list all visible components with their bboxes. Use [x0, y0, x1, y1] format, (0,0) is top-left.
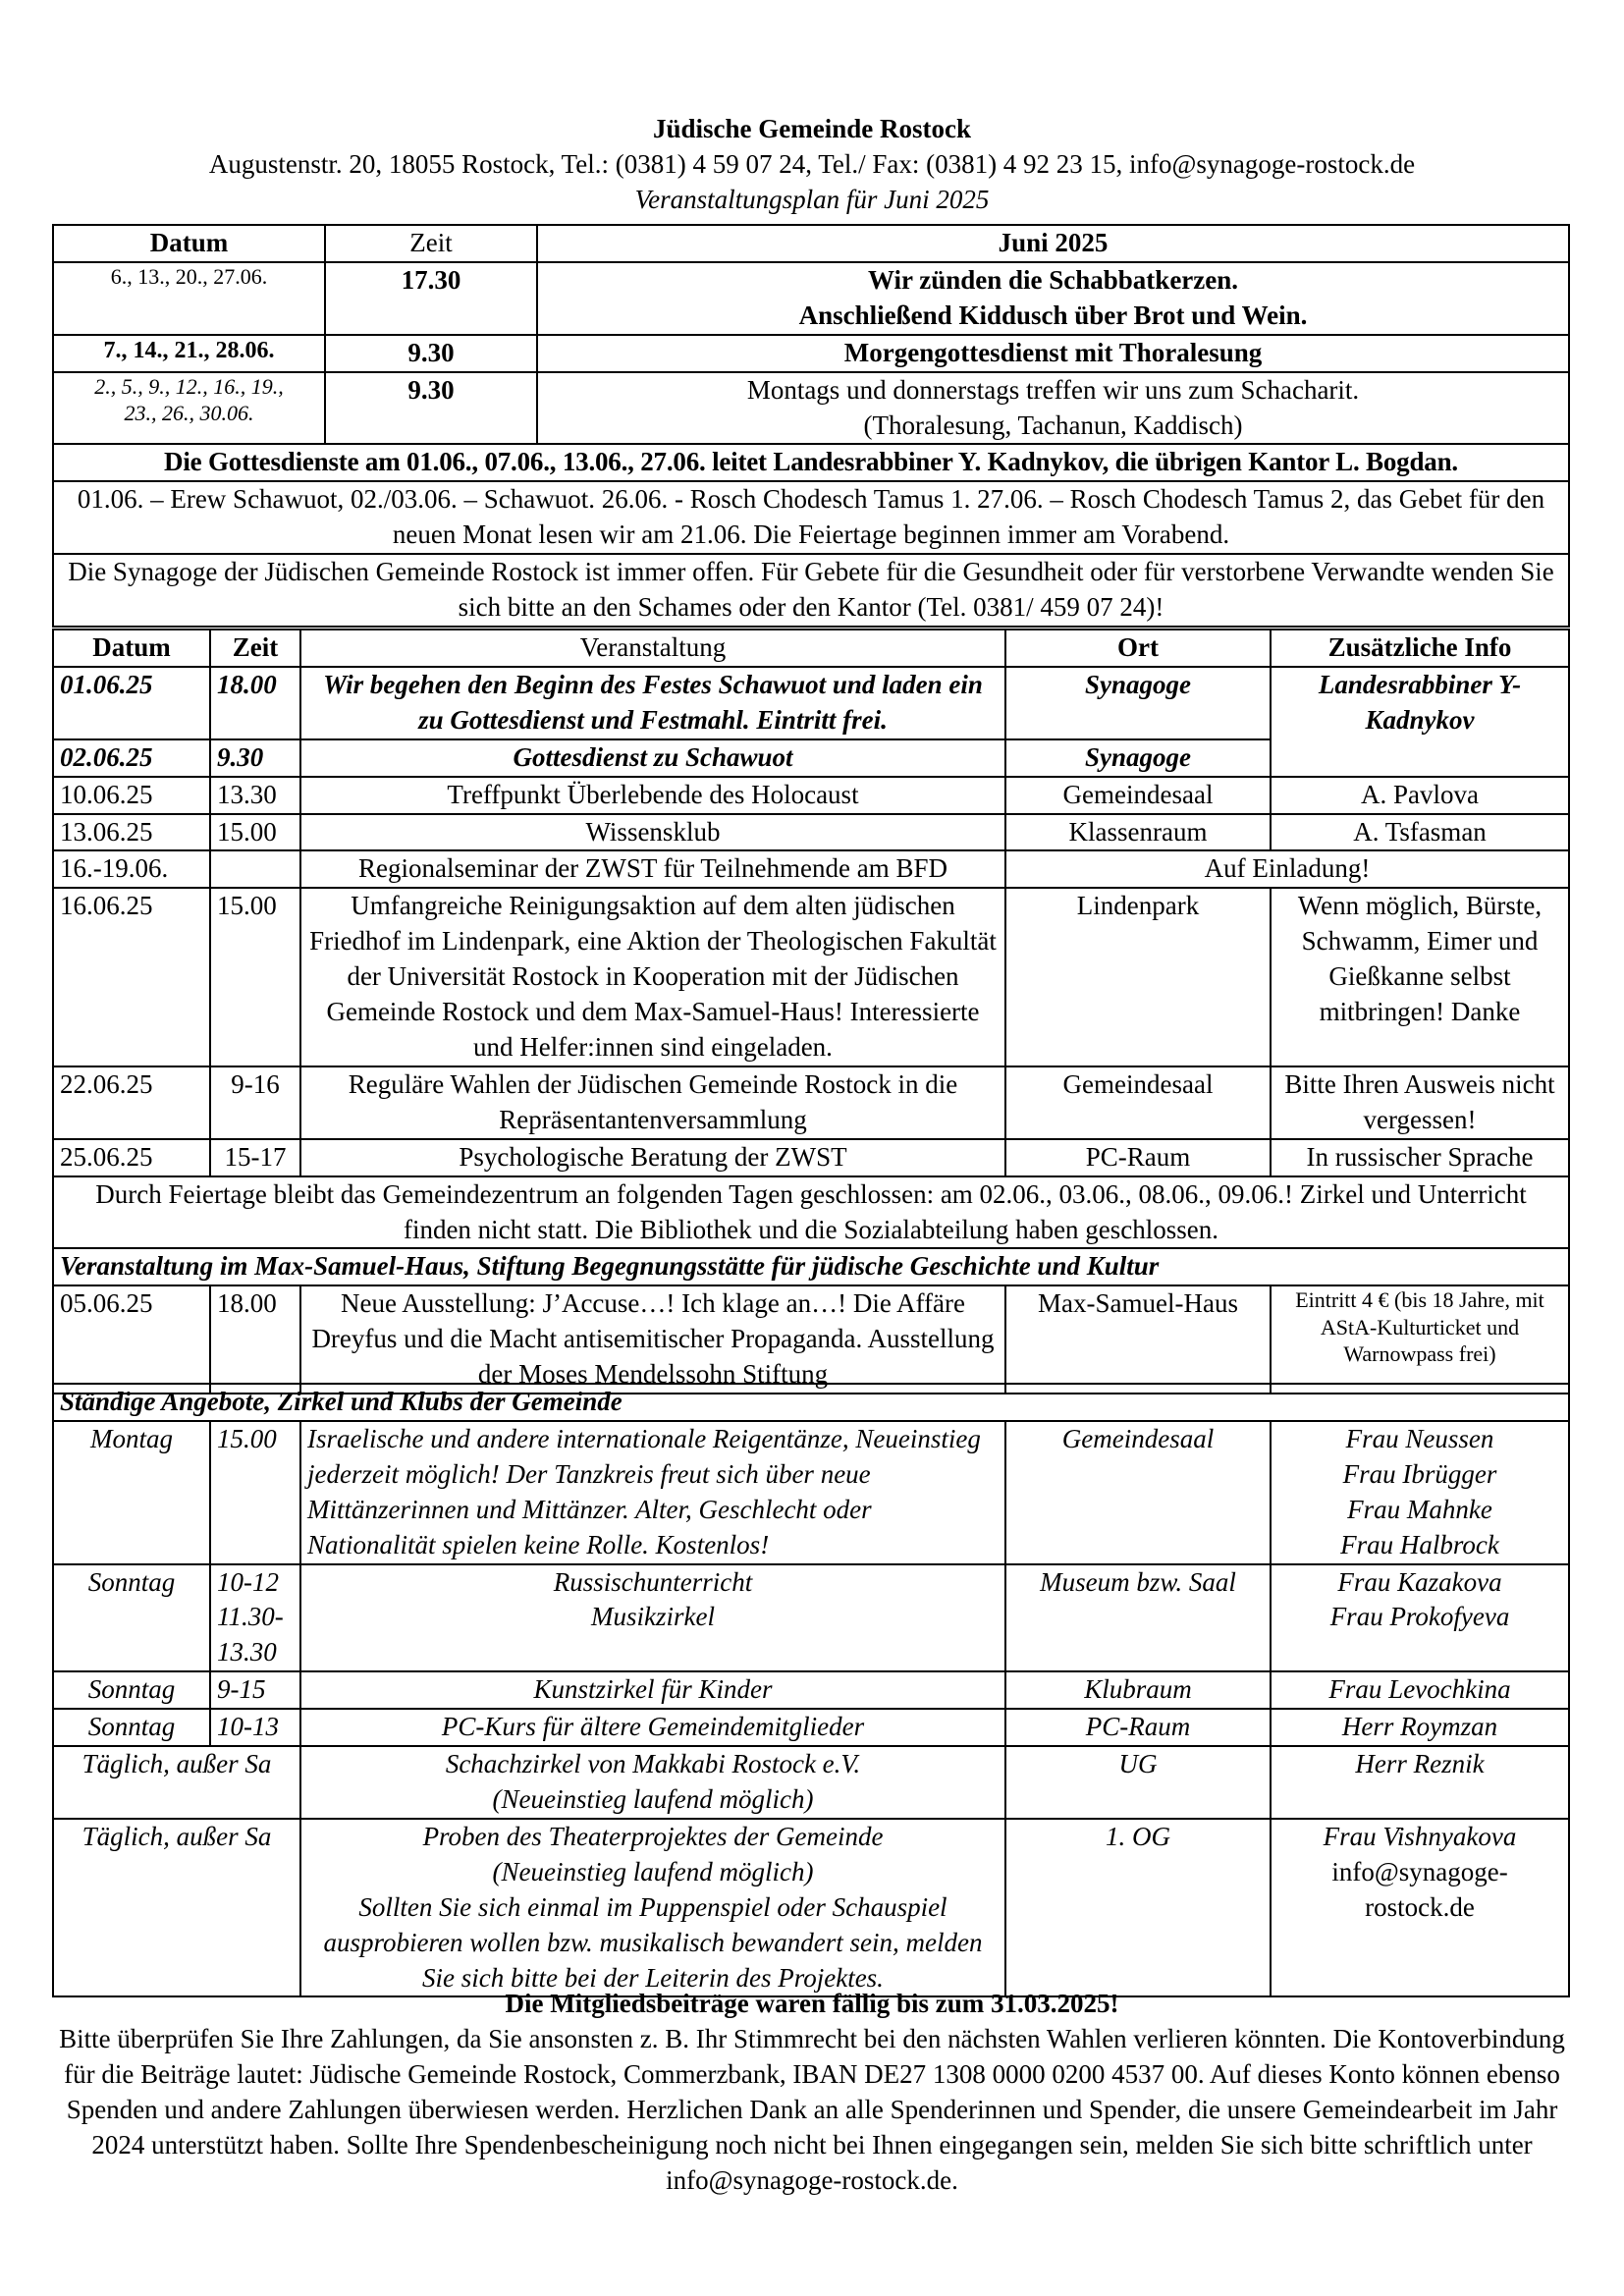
person-line: Frau Halbrock: [1340, 1529, 1499, 1559]
row-text: PC-Kurs für ältere Gemeindemitglieder: [300, 1709, 1005, 1746]
row-date: 16.-19.06.: [53, 850, 210, 888]
row-day: Täglich, außer Sa: [53, 1819, 300, 1997]
row-info: A. Tsfasman: [1271, 814, 1569, 851]
row-info: Landesrabbiner Y-Kadnykov: [1271, 667, 1569, 777]
row-event: Reguläre Wahlen der Jüdischen Gemeinde Rostock in die Repräsentantenversammlung: [300, 1066, 1005, 1139]
circles-title: Ständige Angebote, Zirkel und Klubs der Gemeinde: [53, 1384, 1569, 1421]
row-person: Frau Levochkina: [1271, 1671, 1569, 1709]
row-place: Max-Samuel-Haus: [1005, 1285, 1271, 1394]
person-line: Frau Vishnyakova: [1323, 1821, 1517, 1851]
text-line: (Neueinstieg laufend möglich): [492, 1783, 814, 1814]
table-row: [53, 814, 1569, 851]
row-date: 25.06.25: [53, 1139, 210, 1176]
membership-footer: [54, 1987, 1570, 2198]
row-text: [537, 372, 1569, 445]
table-row: [53, 1564, 1569, 1672]
row-person: [1271, 1564, 1569, 1672]
row-text: Kunstzirkel für Kinder: [300, 1671, 1005, 1709]
row-text-line: (Thoralesung, Tachanun, Kaddisch): [863, 410, 1243, 440]
table-row: [53, 1819, 1569, 1997]
row-event: Umfangreiche Reinigungsaktion auf dem alten jüdischen Friedhof im Lindenpark, eine Aktion der Theologischen Fakultät der Universität Rostock in Kooperation mit der Jüdischen Gemeinde Rostock und dem Max-Samuel-Haus! Interessierte und Helfer:innen sind eingeladen.: [300, 888, 1005, 1066]
row-text: [537, 262, 1569, 335]
table-row: [53, 262, 1569, 335]
row-time: 17.30: [325, 262, 537, 335]
row-date: 01.06.25: [53, 667, 210, 739]
document-header: [59, 112, 1565, 218]
row-place: Gemeindesaal: [1005, 1066, 1271, 1139]
header-date: Datum: [53, 225, 325, 262]
table-row: [53, 1139, 1569, 1176]
row-place: Museum bzw. Saal: [1005, 1564, 1271, 1672]
row-person: [1271, 1421, 1569, 1564]
row-time: 10-13: [210, 1709, 300, 1746]
table-note-row: [53, 1176, 1569, 1249]
section-title-row: [53, 1384, 1569, 1421]
table-row: [53, 1285, 1569, 1394]
time-line: 11.30-13.30: [217, 1602, 284, 1667]
events-table: [52, 629, 1570, 1394]
row-text: [300, 1746, 1005, 1819]
row-time: [210, 1564, 300, 1672]
row-text-line: Wir zünden die Schabbatkerzen.: [867, 264, 1239, 295]
row-time: 18.00: [210, 1285, 300, 1394]
row-day: Montag: [53, 1421, 210, 1564]
row-date: 22.06.25: [53, 1066, 210, 1139]
row-event: Gottesdienst zu Schawuot: [300, 739, 1005, 777]
table-row: [53, 667, 1569, 739]
person-line: Frau Ibrügger: [1342, 1458, 1497, 1489]
row-event: Treffpunkt Überlebende des Holocaust: [300, 777, 1005, 814]
header-place: Ort: [1005, 629, 1271, 667]
row-time: 9.30: [210, 739, 300, 777]
header-time: Zeit: [210, 629, 300, 667]
person-email[interactable]: info@synagoge-rostock.de: [1331, 1856, 1508, 1922]
row-place: PC-Raum: [1005, 1139, 1271, 1176]
person-line: Frau Mahnke: [1347, 1494, 1492, 1524]
row-place: UG: [1005, 1746, 1271, 1819]
row-date: 10.06.25: [53, 777, 210, 814]
time-line: 10-12: [217, 1566, 279, 1597]
table-note-row: [53, 444, 1569, 481]
row-time: 15.00: [210, 814, 300, 851]
text-line: (Neueinstieg laufend möglich): [492, 1856, 814, 1886]
row-date-line: 23., 26., 30.06.: [124, 401, 254, 426]
row-date: 16.06.25: [53, 888, 210, 1066]
header-event: Veranstaltung: [300, 629, 1005, 667]
table-row: [53, 850, 1569, 888]
row-date: 02.06.25: [53, 739, 210, 777]
row-text: [300, 1819, 1005, 1997]
row-text-line: Montags und donnerstags treffen wir uns zum Schacharit.: [746, 374, 1360, 405]
row-info: Auf Einladung!: [1005, 850, 1569, 888]
row-time: 9-16: [210, 1066, 300, 1139]
row-day: Täglich, außer Sa: [53, 1746, 300, 1819]
row-text: Israelische und andere internationale Reigentänze, Neueinstieg jederzeit möglich! Der Tanzkreis freut sich über neue Mittänzerinnen und Mittänzer. Alter, Geschlecht oder Nationalität spielen keine Rolle. Kostenlos!: [300, 1421, 1005, 1564]
row-date: 05.06.25: [53, 1285, 210, 1394]
row-time: 15-17: [210, 1139, 300, 1176]
text-line: Sollten Sie sich einmal im Puppenspiel oder Schauspiel ausprobieren wollen bzw. musikalisch bewandert sein, melden Sie sich bitte bei der Leiterin des Projektes.: [323, 1891, 983, 1993]
footer-title: Die Mitgliedsbeiträge waren fällig bis zum 31.03.2025!: [505, 1989, 1119, 2018]
row-place: Synagoge: [1005, 739, 1271, 777]
table-note-row: [53, 481, 1569, 554]
row-day: Sonntag: [53, 1564, 210, 1672]
community-title: Jüdische Gemeinde Rostock: [653, 114, 971, 143]
row-person: [1271, 1819, 1569, 1997]
person-line: Frau Neussen: [1345, 1423, 1494, 1453]
row-event: Psychologische Beratung der ZWST: [300, 1139, 1005, 1176]
plan-subtitle: Veranstaltungsplan für Juni 2025: [634, 184, 990, 214]
table-header-row: [53, 629, 1569, 667]
text-line: Schachzirkel von Makkabi Rostock e.V.: [445, 1749, 861, 1779]
note-leaders: Die Gottesdienste am 01.06., 07.06., 13.06., 27.06. leitet Landesrabbiner Y. Kadnykov, die übrigen Kantor L. Bogdan.: [53, 444, 1569, 481]
table-row: [53, 1746, 1569, 1819]
footer-text: Bitte überprüfen Sie Ihre Zahlungen, da Sie ansonsten z. B. Ihr Stimmrecht bei den nächsten Wahlen verlieren könnten. Die Kontoverbindung für die Beiträge lautet: Jüdische Gemeinde Rostock, Commerzbank, IBAN DE27 1308 0000 0200 4537 00. Auf dieses Konto können ebenso Spenden und andere Zahlungen überwiesen werden. Herzlichen Dank an alle Spenderinnen und Spender, die unsere Gemeindearbeit im Jahr 2024 unterstützt haben. Sollte Ihre Spendenbescheinigung noch nicht bei Ihnen eingegangen sein, melden Sie sich bitte schriftlich unter info@synagoge-rostock.de.: [59, 2023, 1565, 2195]
row-date: 7., 14., 21., 28.06.: [53, 335, 325, 372]
header-time: Zeit: [325, 225, 537, 262]
table-row: [53, 1421, 1569, 1564]
table-row: [53, 1709, 1569, 1746]
text-line: Musikzirkel: [591, 1602, 715, 1632]
row-time: 13.30: [210, 777, 300, 814]
person-line: Frau Kazakova: [1337, 1566, 1502, 1597]
table-row: [53, 888, 1569, 1066]
row-event: Regionalseminar der ZWST für Teilnehmende am BFD: [300, 850, 1005, 888]
row-time: 18.00: [210, 667, 300, 739]
services-table: [52, 224, 1570, 628]
row-day: Sonntag: [53, 1671, 210, 1709]
row-text: Morgengottesdienst mit Thoralesung: [537, 335, 1569, 372]
row-time: 9.30: [325, 372, 537, 445]
table-row: [53, 372, 1569, 445]
table-header-row: [53, 225, 1569, 262]
row-time: 9-15: [210, 1671, 300, 1709]
circles-table: [52, 1383, 1570, 1997]
community-address: Augustenstr. 20, 18055 Rostock, Tel.: (0381) 4 59 07 24, Tel./ Fax: (0381) 4 92 23 15, info@synagoge-rostock.de: [208, 148, 1416, 179]
row-time: 15.00: [210, 888, 300, 1066]
header-month: Juni 2025: [537, 225, 1569, 262]
note-holidays: 01.06. – Erew Schawuot, 02./03.06. – Schawuot. 26.06. - Rosch Chodesch Tamus 1. 27.06. – Rosch Chodesch Tamus 2, das Gebet für den neuen Monat lesen wir am 21.06. Die Feiertage beginnen immer am Vorabend.: [53, 481, 1569, 554]
row-date-line: 2., 5., 9., 12., 16., 19.,: [94, 373, 284, 399]
row-info: Eintritt 4 € (bis 18 Jahre, mit AStA-Kulturticket und Warnowpass frei): [1271, 1285, 1569, 1394]
row-place: Lindenpark: [1005, 888, 1271, 1066]
header-info: Zusätzliche Info: [1271, 629, 1569, 667]
note-open: Die Synagoge der Jüdischen Gemeinde Rostock ist immer offen. Für Gebete für die Gesundheit oder für verstorbene Verwandte wenden Sie sich bitte an den Schames oder den Kantor (Tel. 0381/ 459 07 24)!: [53, 554, 1569, 627]
person-line: Frau Prokofyeva: [1329, 1602, 1510, 1632]
row-place: 1. OG: [1005, 1819, 1271, 1997]
row-time: 9.30: [325, 335, 537, 372]
row-place: Klassenraum: [1005, 814, 1271, 851]
row-place: Klubraum: [1005, 1671, 1271, 1709]
table-note-row: [53, 554, 1569, 627]
row-time: 15.00: [210, 1421, 300, 1564]
row-info: Wenn möglich, Bürste, Schwamm, Eimer und Gießkanne selbst mitbringen! Danke: [1271, 888, 1569, 1066]
row-person: Herr Roymzan: [1271, 1709, 1569, 1746]
row-event: Wir begehen den Beginn des Festes Schawuot und laden ein zu Gottesdienst und Festmahl. Eintritt frei.: [300, 667, 1005, 739]
table-row: [53, 1066, 1569, 1139]
row-day: Sonntag: [53, 1709, 210, 1746]
row-place: Gemeindesaal: [1005, 1421, 1271, 1564]
table-row: [53, 1671, 1569, 1709]
table-row: [53, 335, 1569, 372]
row-time: [210, 850, 300, 888]
msh-title: Veranstaltung im Max-Samuel-Haus, Stiftung Begegnungsstätte für jüdische Geschichte und Kultur: [53, 1248, 1569, 1285]
row-place: Synagoge: [1005, 667, 1271, 739]
row-date: 6., 13., 20., 27.06.: [53, 262, 325, 335]
row-info: A. Pavlova: [1271, 777, 1569, 814]
table-row: [53, 777, 1569, 814]
closed-note: Durch Feiertage bleibt das Gemeindezentrum an folgenden Tagen geschlossen: am 02.06., 03.06., 08.06., 09.06.! Zirkel und Unterricht finden nicht statt. Die Bibliothek und die Sozialabteilung haben geschlossen.: [53, 1176, 1569, 1249]
row-place: PC-Raum: [1005, 1709, 1271, 1746]
row-event: Wissensklub: [300, 814, 1005, 851]
row-place: Gemeindesaal: [1005, 777, 1271, 814]
row-date: 13.06.25: [53, 814, 210, 851]
row-info: In russischer Sprache: [1271, 1139, 1569, 1176]
section-title-row: [53, 1248, 1569, 1285]
text-line: Proben des Theaterprojektes der Gemeinde: [422, 1821, 884, 1851]
row-text: [300, 1564, 1005, 1672]
row-date: [53, 372, 325, 445]
row-event: Neue Ausstellung: J’Accuse…! Ich klage an…! Die Affäre Dreyfus und die Macht antisemitischer Propaganda. Ausstellung der Moses Mendelssohn Stiftung: [300, 1285, 1005, 1394]
text-line: Russischunterricht: [553, 1566, 753, 1597]
row-info: Bitte Ihren Ausweis nicht vergessen!: [1271, 1066, 1569, 1139]
row-person: Herr Reznik: [1271, 1746, 1569, 1819]
row-text-line: Anschließend Kiddusch über Brot und Wein.: [798, 300, 1308, 330]
header-date: Datum: [53, 629, 210, 667]
